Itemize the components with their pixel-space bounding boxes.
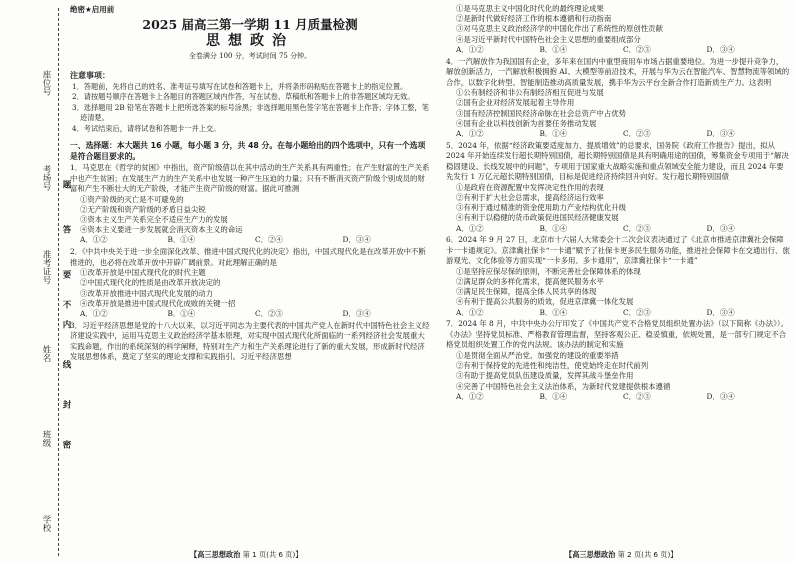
class-field: 班级: [41, 430, 51, 447]
statement-option: ②满足群众的多样化需求，提高便民服务水平: [456, 277, 604, 287]
question-stem: 5．2024 年，依据“经济政策要适度加力、提质增效”的总要求，国务院《政府工作报告》提出，拟从 2024 年开始连续发行超长期特别国债，超长期特别国债是具有明确用途的国债，筹集资金专项用于“解决稳固建设、长线发展中的问题”，专项用于国家重大战略实施和重点领域安全能力建设，而且 2024 年要先发行 1 万亿元超长期特别国债，目标是促进经济持续回升向好。发行超长期特别国债: [446, 140, 789, 182]
statement-option: ①是马克思主义中国化时代化的最终理论成果: [456, 4, 604, 13]
statement-option: ③有利于通过精准的资金使用助力产业结构优化升级: [456, 203, 626, 213]
choice-d: D．③④: [706, 391, 735, 401]
statement-option: ②有利于保持党的先进性和纯洁性，使党始终走在时代前列: [456, 361, 649, 371]
choice-a: A．①②: [456, 44, 484, 54]
choice-b: B．①④: [539, 391, 568, 401]
statement-option: ②国有企业对经济发展起着主导作用: [456, 98, 575, 108]
statement-option: ③对马克思主义政治经济学的中国化作出了系统性的原创性贡献: [456, 24, 663, 34]
answer-choices: [446, 224, 790, 235]
question-stem: 1．马克思在《哲学的贫困》中指出，资产阶级借以在其中活动的生产关系具有两重性；在产生财富的生产关系中也产生贫困；在发展生产力的生产关系中也发展一种产生压迫的力量；只有不断消灭资产阶级个别成员的财富和产生不断壮大的无产阶级，才能产生资产阶级的财富。据此可推测: [70, 163, 430, 193]
question-stem: 2．《中共中央关于进一步全面深化改革、推进中国式现代化的决定》指出，中国式现代化是在改革开放中不断推进的，也必将在改革开放中开辟广阔前景。对此理解正确的是: [70, 247, 426, 267]
choice-a: A．①②: [80, 235, 108, 245]
notice-heading: 注意事项：: [70, 71, 110, 81]
choice-a: A．①②: [456, 223, 484, 233]
choice-a: A．①②: [80, 308, 108, 318]
footer-title: 【高三思想政治: [190, 550, 241, 559]
exam-room-field: 考场号: [41, 165, 51, 191]
score-info: 全卷满分 100 分，考试时间 75 分钟。: [188, 51, 312, 60]
choice-d: D．③④: [706, 128, 735, 138]
seal-char: 要: [61, 270, 71, 279]
question-4: [446, 57, 790, 140]
question-2: [70, 247, 430, 320]
exam-title: 2025 届高三第一学期 11 月质量检测: [142, 16, 358, 32]
right-column: [446, 4, 790, 403]
choice-d: D．③④: [706, 44, 735, 54]
statement-option: ①是政府在资源配置中发挥决定性作用的表现: [456, 182, 604, 192]
answer-choices: [446, 129, 790, 140]
choice-b: B．①④: [539, 128, 568, 138]
notice-item: 1．答题前，先将自己的姓名、准考证号填写在试卷和答题卡上，并将条形码粘贴在答题卡上的指定位置。: [72, 81, 408, 91]
choice-b: B．①④: [539, 307, 568, 317]
statement-option: ①是坚持应保尽保的原则，不断完善社会保障体系的体现: [456, 266, 641, 276]
footer-page-number: 第 2 页(共 6 页)】: [617, 550, 678, 559]
subject-title: 思想政治: [206, 33, 294, 50]
answer-choices: [446, 45, 790, 56]
statement-option: ②中国式现代化的性质是由改革开放决定的: [80, 278, 221, 288]
choice-b: B．①④: [167, 308, 196, 318]
choice-c: C．②③: [623, 128, 651, 138]
statement-option: ③有助于提高党员队伍建设质量，发挥其战斗堡垒作用: [456, 371, 634, 381]
admission-number-field: 准考证号: [41, 250, 51, 284]
statement-option: ④有利于以稳健的货币政策促进国民经济健康发展: [456, 213, 619, 223]
statement-option: ③改革开放推进中国式现代化发展的动力: [80, 288, 214, 298]
statement-option: ③资本主义生产关系完全不适应生产力的发展: [80, 214, 228, 224]
answer-choices: [70, 235, 430, 246]
section-heading: 一、选择题：本大题共 16 小题，每小题 3 分，共 48 分。在每小题给出的四个选项中，只有一个选项是符合题目要求的。: [70, 141, 426, 161]
choice-d: D．③④: [706, 223, 735, 233]
statement-option: ③满足民生保障，提高全体人民共享的体现: [456, 287, 597, 297]
question-stem: 3．习近平经济思想是党的十八大以来，以习近平同志为主要代表的中国共产党人在新时代中国特色社会主义经济建设实践中，运用马克思主义政治经济学基本原理，对实现中国式现代化所面临的一系列经济社会发展重大实践命题，作出的系统深刻的科学阐释，特别对生产力和生产关系理论进行了新的重大发展，形成新时代经济发展思想体系，奠定了坚实的理论支撑和实践指引。习近平经济思想: [70, 320, 430, 362]
question-stem: 7．2024 年 8 月，中共中央办公厅印发了《中国共产党不合格党员组织处置办法》（以下简称《办法》）。《办法》坚持党员标准、严格教育管理监督，坚持客观公正、稳妥慎重，依规处置，是一部专门规定不合格党员组织处置工作的党内法规。该办法的制定和实施: [446, 319, 788, 350]
notice-item: 3．选择题用 2B 铅笔在答题卡上把所选答案的标号涂黑；非选择题用黑色签字笔在答题卡上作答；字体工整，笔迹清楚。: [72, 102, 429, 123]
question-6: [446, 235, 790, 318]
question-1: [70, 163, 430, 246]
page-footer-left: [190, 550, 302, 560]
seal-char: 密: [61, 440, 71, 449]
statement-option: ①公有制经济和非公有制经济相互促进与发展: [456, 88, 604, 98]
statement-option: ④资本主义要进一步发展就会消灭资本主义的命运: [80, 225, 243, 235]
statement-option: ①改革开放是中国式现代化的时代主题: [80, 268, 206, 278]
answer-choices: [446, 392, 790, 403]
statement-option: ④是习近平新时代中国特色社会主义思想的重要组成部分: [456, 34, 641, 44]
question-stem: 4．一汽解放作为我国国有企业，多年来在国内中重型商用车市场占据重要地位。为进一步提升竞争力，解放创新活力，一汽解放积极拥抱 AI、大模型等前沿技术，开展与华为云在智能汽车、智慧物流等领域的合作，以数字化转型、智能制造推动高质量发展，携手华为云平台全新合作打造新质生产力。这表明: [446, 56, 790, 87]
choice-d: D．③④: [706, 307, 735, 317]
question-5: [446, 141, 790, 235]
choice-c: C．②④: [255, 235, 283, 245]
choice-d: D．③④: [342, 235, 371, 245]
question-7: [446, 319, 790, 402]
left-column: [70, 4, 430, 363]
choice-a: A．①②: [456, 391, 484, 401]
choice-c: C．②③: [623, 44, 651, 54]
name-field: 姓名: [41, 345, 51, 362]
choice-d: D．③④: [342, 308, 371, 318]
statement-option: ④完善了中国特色社会主义法治体系，为新时代党建提供根本遵循: [456, 381, 671, 391]
seal-char: 答: [61, 225, 71, 234]
question-stem: 6．2024 年 9 月 27 日，北京市十六届人大常委会十二次会议表决通过了《北京市推进京津冀社会保障卡一卡通规定》。京津冀社保卡“一卡通”赋予了社保卡更多民生服务功能，推进社会保障卡在交通出行、旅游观光、文化体验等方面实现“一卡多用、多卡通用”，京津冀社保卡“一卡通”: [446, 235, 790, 266]
notice-item: 2．请按题号顺序在答题卡上各题目的答题区域内作答，写在试卷、草稿纸和答题卡上的非答题区域均无效。: [72, 92, 415, 102]
statement-option: ①资产阶级的灭亡是不可避免的: [80, 194, 184, 204]
statement-option: ②是新时代做好经济工作的根本遵循和行动指南: [456, 14, 612, 24]
footer-page-number: 第 1 页(共 6 页)】: [242, 550, 303, 559]
seal-char: 线: [61, 360, 71, 369]
school-field: 学校: [41, 515, 51, 532]
choice-a: A．①②: [456, 307, 484, 317]
statement-option: ②无产阶级和资产阶级的矛盾日益尖锐: [80, 204, 206, 214]
statement-option: ①是贯彻全面从严治党、加强党的建设的重要举措: [456, 350, 619, 360]
seal-char: 不: [61, 300, 71, 309]
notice-item: 4．考试结束后，请将试卷和答题卡一并上交。: [72, 123, 221, 133]
choice-b: B．①④: [539, 44, 568, 54]
seal-char: 内: [61, 320, 71, 329]
seal-char: 题: [61, 180, 71, 189]
secret-label: 绝密★启用前: [70, 5, 115, 14]
statement-option: ④有利于提高公共服务的质效，促进京津冀一体化发展: [456, 297, 634, 307]
seal-char: 封: [61, 400, 71, 409]
choice-b: B．①④: [167, 235, 196, 245]
choice-a: A．①②: [456, 128, 484, 138]
seat-number-field: 座位号: [41, 70, 51, 96]
statement-option: ③国有经济控制国民经济命脉在社会总资产中占优势: [456, 108, 626, 118]
page-footer-right: [565, 550, 677, 560]
answer-choices: [446, 308, 790, 319]
question-3-continued: [446, 4, 790, 56]
binding-margin: [0, 0, 71, 564]
choice-c: C．②③: [623, 223, 651, 233]
question-3: [70, 321, 430, 363]
choice-c: C．②③: [623, 307, 651, 317]
footer-title: 【高三思想政治: [565, 550, 616, 559]
statement-option: ④改革开放是推进中国式现代化成败的关键一招: [80, 298, 236, 308]
statement-option: ②有利于扩大社会总需求，提高经济运行效率: [456, 192, 604, 202]
statement-option: ④国有企业以科技创新为首要任务推动发展: [456, 118, 597, 128]
choice-c: C．②③: [255, 308, 283, 318]
choice-b: B．①④: [539, 223, 568, 233]
answer-choices: [70, 309, 430, 320]
seal-line: [58, 8, 59, 556]
choice-c: C．②③: [623, 391, 651, 401]
